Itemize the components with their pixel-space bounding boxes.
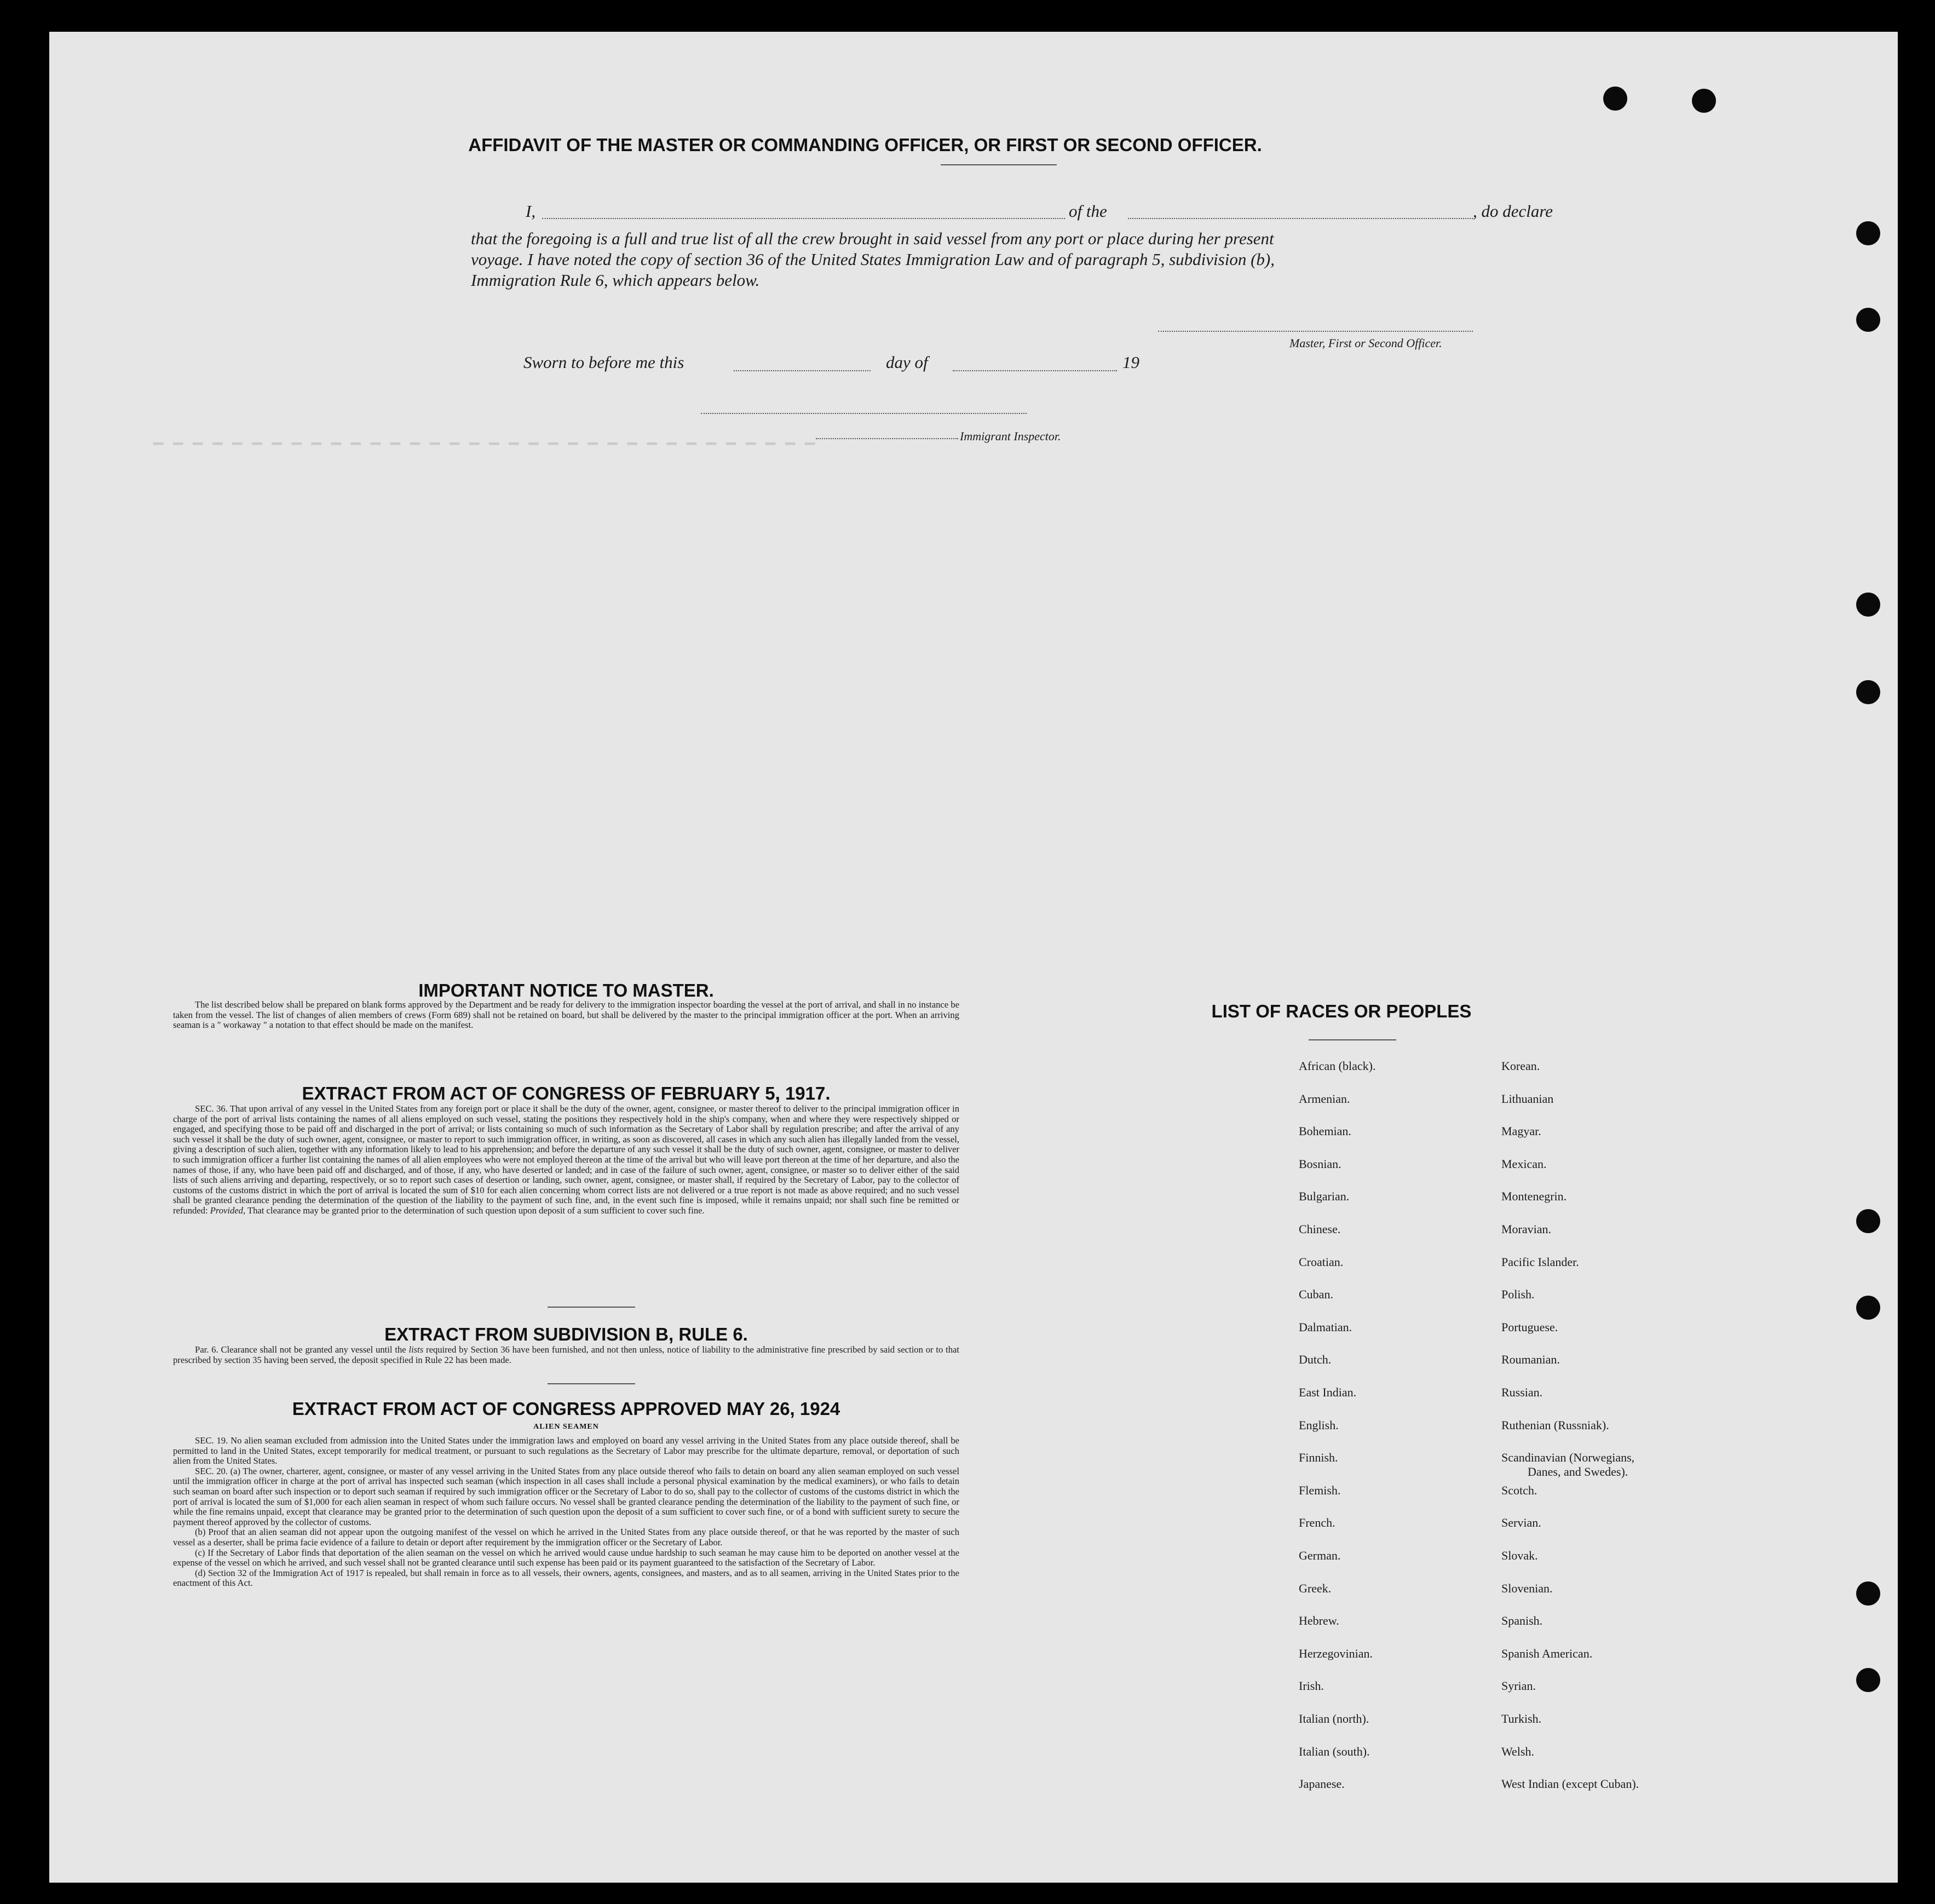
rule6-paragraph bbox=[173, 1345, 959, 1365]
extract-1924-subtitle: ALIEN SEAMEN bbox=[533, 1423, 599, 1431]
binder-hole bbox=[1856, 1209, 1880, 1233]
sec20a-paragraph: SEC. 20. (a) The owner, charterer, agent, consignee, or master of any vessel arriving in the United States from any place outside thereof who fails to detain on board any alien seaman employed on such vessel until the immigration officer in charge at the port of arrival has inspected such seaman (which inspection in all cases shall include a personal physical examination by the medical examiners), or who fails to detain such seaman on board after such inspection or to deport such seaman if required by such immigration officer or the Secretary of Labor to do so, shall pay to the collector of customs of the customs district in which the port of arrival is located the sum of $1,000 for each alien seaman in respect of whom such failure occurs. No vessel shall be granted clearance pending the determination of the liability to the payment of such fine, or while the fine remains unpaid, except that clearance may be granted prior to the determination of such question upon the deposit of a sum sufficient to cover such fine, or of a bond with sufficient surety to secure the payment thereof approved by the collector of customs. bbox=[173, 1465, 959, 1527]
officer-caption: Master, First or Second Officer. bbox=[1289, 336, 1442, 350]
extract-1917-title: EXTRACT FROM ACT OF CONGRESS OF FEBRUARY 5, 1917. bbox=[302, 1083, 831, 1103]
binder-hole bbox=[1856, 593, 1880, 617]
title-underline bbox=[941, 164, 1057, 165]
sworn-text: Sworn to before me this bbox=[523, 353, 684, 372]
inspector-caption: Immigrant Inspector. bbox=[960, 429, 1061, 443]
race-item: Chinese. bbox=[1299, 1222, 1341, 1236]
binder-hole bbox=[1856, 308, 1880, 332]
officer-signature-field[interactable] bbox=[1158, 331, 1473, 332]
race-item: Pacific Islander. bbox=[1501, 1255, 1579, 1269]
race-item: African (black). bbox=[1299, 1059, 1376, 1073]
declaration-line-3: Immigration Rule 6, which appears below. bbox=[471, 271, 760, 290]
proviso-text: That clearance may be granted prior to the determination of such question upon deposit of a sum sufficient to cover such fine. bbox=[247, 1205, 705, 1216]
race-item: Korean. bbox=[1501, 1059, 1540, 1073]
form-sheet bbox=[49, 32, 1898, 1883]
race-item: Scotch. bbox=[1501, 1483, 1537, 1497]
race-item: Ruthenian (Russniak). bbox=[1501, 1418, 1609, 1432]
notice-text bbox=[173, 1000, 959, 1031]
race-item: Scandinavian (Norwegians, bbox=[1501, 1451, 1635, 1465]
sec20c-paragraph: (c) If the Secretary of Labor finds that deportation of the alien seaman on the vessel on which he arrived would cause undue hardship to such seaman he may cause him to be deported on another vessel at the expense of the vessel on which he arrived, and such vessel shall not be granted clearance until such expense has been paid or its payment guaranteed to the satisfaction of the Secretary of Labor. bbox=[173, 1547, 959, 1568]
race-item: Portuguese. bbox=[1501, 1320, 1558, 1334]
sec19-paragraph: SEC. 19. No alien seaman excluded from admission into the United States under the immigration laws and employed on board any vessel arriving in the United States from any place outside thereof, shall be permitted to land in the United States, except temporarily for medical treatment, or pursuant to such regulations as the Secretary of Labor may prescribe for the ultimate departure, removal, or deportation of such alien from the United States. bbox=[173, 1435, 959, 1466]
race-item: Italian (south). bbox=[1299, 1744, 1370, 1758]
rule6-lists-word: lists bbox=[408, 1344, 424, 1355]
race-item: Montenegrin. bbox=[1501, 1189, 1567, 1204]
sec20d-paragraph: (d) Section 32 of the Immigration Act of 1917 is repealed, but shall remain in force as to all vessels, their owners, agents, consignees, and masters, and as to all seamen, arriving in the United States prior to the enactment of this Act. bbox=[173, 1567, 959, 1589]
declarant-name-field[interactable] bbox=[542, 218, 1065, 219]
race-item: Armenian. bbox=[1299, 1091, 1350, 1106]
sec20b-paragraph: (b) Proof that an alien seaman did not appear upon the outgoing manifest of the vessel on which he arrived in the United States from any place outside thereof, or that he was reported by the master of such vessel as a deserter, shall be prima facie evidence of a failure to detain or deport after requirement by the immigration officer or the Secretary of Labor. bbox=[173, 1527, 959, 1548]
races-title: LIST OF RACES OR PEOPLES bbox=[1211, 1001, 1472, 1021]
extract-rule6-title: EXTRACT FROM SUBDIVISION B, RULE 6. bbox=[384, 1324, 748, 1344]
race-item: Spanish American. bbox=[1501, 1646, 1593, 1660]
race-item: Russian. bbox=[1501, 1385, 1543, 1399]
race-item: West Indian (except Cuban). bbox=[1501, 1777, 1639, 1791]
affidavit-title: AFFIDAVIT OF THE MASTER OR COMMANDING OFFICER, OR FIRST OR SECOND OFFICER. bbox=[468, 135, 1262, 155]
race-item: French. bbox=[1299, 1516, 1335, 1530]
section-divider bbox=[548, 1383, 635, 1384]
race-item: English. bbox=[1299, 1418, 1339, 1432]
affidavit-do-declare: , do declare bbox=[1473, 202, 1553, 221]
binder-hole bbox=[1856, 1296, 1880, 1320]
race-item: Welsh. bbox=[1501, 1744, 1534, 1758]
rule6-text-before: Par. 6. Clearance shall not be granted any vessel until the bbox=[195, 1344, 406, 1355]
race-item: Lithuanian bbox=[1501, 1091, 1554, 1106]
binder-hole bbox=[1856, 1581, 1880, 1606]
race-item: Italian (north). bbox=[1299, 1712, 1369, 1725]
bleed-through-marks: ▁ ▁ ▁ ▁ ▁ ▁ ▁ ▁ ▁ ▁ ▁ ▁ ▁ ▁ ▁ ▁ ▁ ▁ ▁ ▁ ▁ ▁ ▁ ▁ ▁ ▁ ▁ ▁ ▁ ▁ ▁ ▁ ▁ ▁ bbox=[153, 428, 815, 446]
race-item: Mexican. bbox=[1501, 1157, 1547, 1171]
race-item: Magyar. bbox=[1501, 1124, 1541, 1138]
binder-hole bbox=[1603, 87, 1627, 111]
race-item: Herzegovinian. bbox=[1299, 1646, 1373, 1660]
race-item: Moravian. bbox=[1501, 1222, 1552, 1236]
race-item: Polish. bbox=[1501, 1287, 1535, 1302]
race-item: Bosnian. bbox=[1299, 1157, 1341, 1171]
day-of-label: day of bbox=[886, 353, 928, 372]
race-item: Slovenian. bbox=[1501, 1581, 1553, 1595]
affidavit-of-the: of the bbox=[1069, 202, 1107, 221]
race-item: German. bbox=[1299, 1549, 1341, 1562]
race-item: East Indian. bbox=[1299, 1385, 1357, 1399]
extract-rule6-text bbox=[173, 1345, 959, 1365]
declaration-line-2: voyage. I have noted the copy of section 36 of the United States Immigration Law and of paragraph 5, subdivision (b), bbox=[471, 250, 1275, 269]
race-item: Dalmatian. bbox=[1299, 1320, 1352, 1334]
race-item: Syrian. bbox=[1501, 1679, 1536, 1693]
section-divider bbox=[548, 1307, 635, 1308]
affidavit-i-label: I, bbox=[526, 202, 536, 221]
race-item: Cuban. bbox=[1299, 1287, 1333, 1302]
notice-title: IMPORTANT NOTICE TO MASTER. bbox=[418, 980, 714, 1000]
proviso-label: Provided, bbox=[210, 1205, 246, 1216]
race-item: Danes, and Swedes). bbox=[1528, 1465, 1628, 1479]
race-item: Dutch. bbox=[1299, 1353, 1332, 1367]
race-item: Irish. bbox=[1299, 1679, 1324, 1693]
race-item: Servian. bbox=[1501, 1516, 1541, 1530]
race-item: Turkish. bbox=[1501, 1712, 1542, 1725]
race-item: Spanish. bbox=[1501, 1614, 1543, 1628]
extract-1924-title: EXTRACT FROM ACT OF CONGRESS APPROVED MAY 26, 1924 bbox=[292, 1399, 840, 1419]
race-item: Flemish. bbox=[1299, 1483, 1341, 1497]
rule6-text-after: required by Section 36 have been furnished, and not then unless, notice of liability to the administrative fine prescribed by said section or to that prescribed by section 35 having been served, the deposit specified in Rule 22 has been made. bbox=[173, 1344, 960, 1365]
inspector-signature-field[interactable] bbox=[701, 413, 1027, 414]
binder-hole bbox=[1856, 221, 1880, 245]
extract-1917-text bbox=[173, 1104, 959, 1216]
races-underline bbox=[1309, 1039, 1396, 1040]
sworn-month-field[interactable] bbox=[953, 370, 1117, 371]
race-item: Greek. bbox=[1299, 1581, 1332, 1595]
race-item: Bohemian. bbox=[1299, 1124, 1351, 1138]
section-36-text: SEC. 36. That upon arrival of any vessel in the United States from any foreign port or place it shall be the duty of the owner, agent, consignee, or master thereof to deliver to the principal immigration officer in charge of the port of arrival lists containing the names of all aliens employed on such vessel, stating the positions they respectively hold in the ship's company, when and where they were respectively shipped or engaged, and specifying those to be paid off and discharged in the port of arrival; or lists containing so much of such information as the Secretary of Labor shall by regulation prescribe; and after the arrival of any such vessel it shall be the duty of such owner, agent, consignee, or master to report to such immigration officer, in writing, as soon as discovered, all cases in which any such alien has illegally landed from the vessel, giving a description of such alien, together with any information likely to lead to his apprehension; and before the departure of any such vessel it shall be the duty of such owner, agent, consignee, or master to deliver to such immigration officer a further list containing the names of all alien employees who were not employed thereon at the time of the arrival but who will leave port thereon at the time of her departure, and also the names of those, if any, who have been paid off and discharged, and of those, if any, who have deserted or landed; and in case of the failure of such owner, agent, consignee, or master so to deliver either of the said lists of such aliens arriving and departing, respectively, or so to report such cases of desertion or landing, such owner, agent, consignee, or master shall, if required by the Secretary of Labor, pay to the collector of customs of the customs district in which the port of arrival is located the sum of $10 for each alien concerning whom correct lists are not delivered or a true report is not made as above required; and no such vessel shall be granted clearance pending the determination of the question of the liability to the payment of such fine, and, in the event such fine is imposed, while it remains unpaid; nor shall such fine be remitted or refunded: bbox=[173, 1103, 959, 1216]
notice-paragraph: The list described below shall be prepared on blank forms approved by the Department and be ready for delivery to the immigration inspector boarding the vessel at the port of arrival, and shall in no instance be taken from the vessel. The list of changes of alien members of crews (Form 689) shall not be retained on board, but shall be delivered by the master to the principal immigration officer at the port. When an arriving seaman is a " workaway " a notation to that effect should be made on the manifest. bbox=[173, 999, 959, 1031]
race-item: Croatian. bbox=[1299, 1255, 1344, 1269]
binder-hole bbox=[1856, 1668, 1880, 1692]
declaration-line-1: that the foregoing is a full and true list of all the crew brought in said vessel from any port or place during her present bbox=[471, 229, 1274, 248]
section-36-paragraph bbox=[173, 1104, 959, 1216]
race-item: Bulgarian. bbox=[1299, 1189, 1350, 1204]
vessel-name-field[interactable] bbox=[1128, 218, 1473, 219]
sworn-day-field[interactable] bbox=[734, 370, 871, 371]
extract-1924-text bbox=[173, 1436, 959, 1589]
year-prefix: 19 bbox=[1122, 353, 1139, 372]
binder-hole bbox=[1856, 680, 1880, 704]
race-item: Slovak. bbox=[1501, 1549, 1538, 1562]
race-item: Japanese. bbox=[1299, 1777, 1345, 1791]
race-item: Finnish. bbox=[1299, 1451, 1338, 1465]
race-item: Hebrew. bbox=[1299, 1614, 1339, 1628]
binder-hole bbox=[1692, 89, 1716, 113]
inspector-name-field[interactable] bbox=[816, 438, 958, 439]
race-item: Roumanian. bbox=[1501, 1353, 1560, 1367]
